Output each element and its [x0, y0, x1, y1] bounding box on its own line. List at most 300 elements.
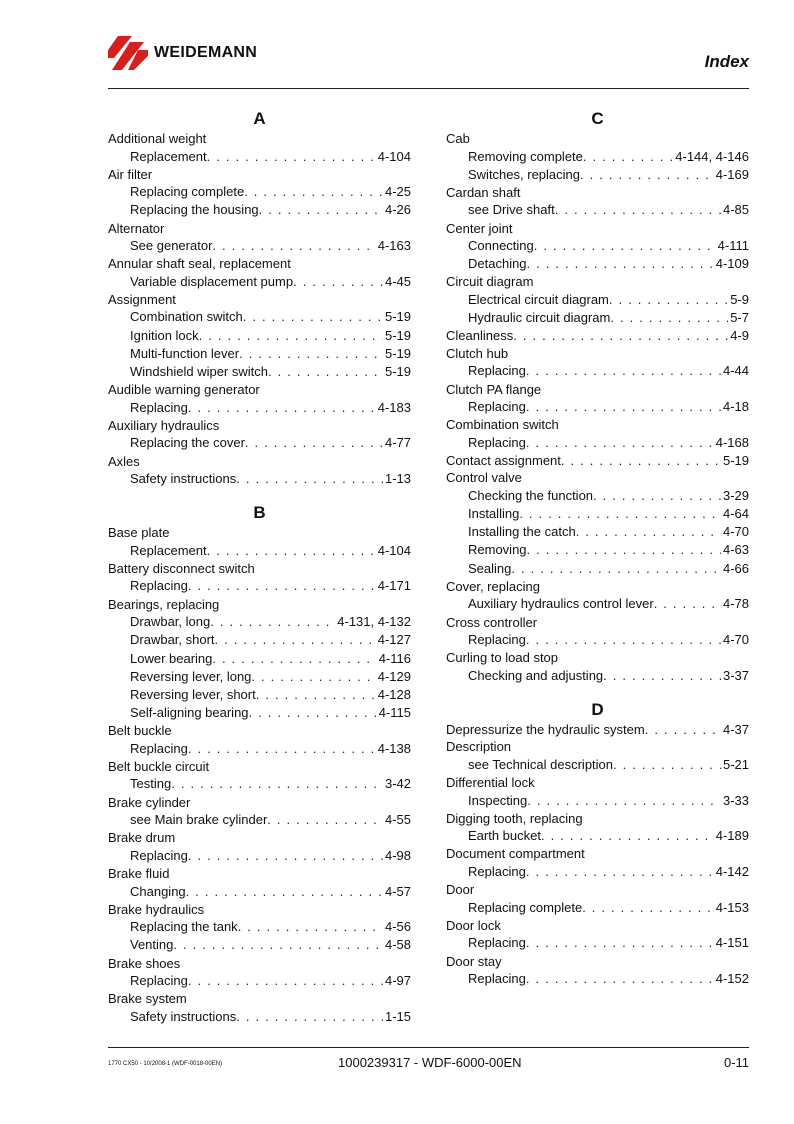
subentry-page: 4-57 [384, 883, 411, 899]
subentry-text: Replacing the cover [130, 435, 245, 451]
subentry [446, 362, 749, 380]
brand-logo [108, 36, 257, 70]
subentry [108, 740, 411, 758]
subentry [446, 934, 749, 952]
subentry-text: Lower bearing [130, 650, 213, 666]
subentry-page: 4-152 [715, 971, 749, 986]
subentry [108, 183, 411, 201]
entry-heading: Document compartment [446, 846, 585, 862]
page-number: 0-11 [723, 1055, 749, 1070]
index-entry [446, 774, 749, 810]
subentry-text: See generator [130, 238, 213, 254]
section-letter: C [591, 109, 604, 128]
entry-heading: Alternator [108, 220, 165, 236]
subentry [108, 775, 411, 793]
subentry [108, 308, 411, 326]
subentry-page: 4-63 [722, 542, 749, 558]
index-entry [108, 255, 411, 291]
subentry [446, 595, 749, 613]
subentry-text: Reversing lever, long [130, 668, 252, 684]
subentry-text: Replacing [468, 399, 526, 414]
entry-heading: Brake fluid [108, 866, 170, 881]
subentry-text: see Drive shaft [468, 202, 555, 218]
footer-doc-code: 1770 CX50 - 10/2008-1 (WDF-0018-00EN) [108, 1061, 223, 1067]
subentry-page: 4-138 [377, 740, 411, 756]
dot-leader [199, 327, 383, 345]
subentry [446, 756, 749, 774]
subentry-page: 3-42 [384, 776, 411, 792]
subentry-text: Checking and adjusting [468, 667, 604, 683]
subentry [446, 560, 749, 578]
index-entry [108, 596, 411, 723]
index-entry [108, 220, 411, 256]
subentry-page: 4-131, 4-132 [337, 614, 411, 630]
subentry-text: Removing [468, 542, 527, 558]
subentry [446, 148, 749, 166]
entry-heading: Brake hydraulics [108, 901, 205, 917]
entry-heading: Clutch hub [446, 345, 509, 361]
subentry-page: 4-66 [722, 560, 749, 576]
subentry-page: 4-25 [384, 184, 411, 200]
subentry-text: Replacement [130, 148, 207, 164]
entry-heading: Belt buckle circuit [108, 758, 210, 774]
dot-leader [171, 775, 383, 793]
index-entry [108, 901, 411, 955]
subentry [108, 936, 411, 954]
entry-heading: Brake drum [108, 830, 176, 846]
subentry-page: 4-111 [717, 238, 749, 254]
subentry [108, 327, 411, 345]
subentry-page: 4-77 [384, 435, 411, 451]
dot-leader [603, 667, 721, 685]
entry-heading-text: Cleanliness [446, 328, 514, 344]
subentry [446, 523, 749, 541]
index-entry [108, 166, 411, 220]
footer-divider [108, 1047, 749, 1048]
subentry-text: Replacing complete [130, 184, 245, 200]
index-entry [446, 273, 749, 327]
subentry [446, 201, 749, 219]
index-entry [446, 184, 749, 220]
subentry-text: Variable displacement pump [130, 273, 294, 289]
entry-heading: Additional weight [108, 131, 207, 146]
subentry [108, 470, 411, 488]
dot-leader [534, 237, 716, 255]
subentry-page: 4-85 [722, 202, 749, 218]
entry-heading: Door stay [446, 953, 502, 969]
entry-heading: Description [446, 739, 512, 755]
subentry-page: 3-37 [722, 667, 749, 683]
subentry-page: 4-116 [378, 650, 411, 666]
dot-leader [188, 740, 376, 758]
index-entry [108, 417, 411, 453]
index-entry [446, 469, 749, 577]
subentry-text: Replacement [130, 542, 207, 558]
index-entry [446, 845, 749, 881]
dot-leader [583, 148, 673, 166]
index-entry [108, 130, 411, 166]
subentry-page: 4-26 [384, 202, 411, 218]
entry-heading: Curling to load stop [446, 650, 559, 666]
subentry-page: 4-144, 4-146 [675, 148, 749, 164]
subentry-text: Auxiliary hydraulics control lever [468, 596, 654, 612]
entry-heading: Annular shaft seal, replacement [108, 256, 291, 272]
index-entry [446, 881, 749, 917]
subentry [108, 883, 411, 901]
entry-heading: Brake system [108, 991, 187, 1007]
subentry [108, 613, 411, 631]
dot-leader [188, 577, 376, 595]
index-entry [446, 721, 749, 739]
subentry-text: Replacing [468, 363, 526, 379]
entry-heading: Base plate [108, 525, 170, 541]
dot-leader [236, 470, 383, 488]
section-spacer [446, 685, 749, 699]
dot-leader [207, 148, 376, 166]
entry-heading: Door lock [446, 917, 501, 933]
subentry-text: Windshield wiper switch [130, 364, 268, 379]
entry-heading: Auxiliary hydraulics [108, 417, 220, 433]
subentry-text: Drawbar, long [130, 614, 211, 630]
subentry-page: 4-142 [715, 863, 749, 879]
subentry-text: Replacing [468, 971, 526, 986]
subentry-text: Replacing [468, 935, 526, 951]
subentry [108, 148, 411, 166]
subentry-page: 3-29 [722, 487, 749, 503]
index-entry [108, 758, 411, 794]
subentry [446, 505, 749, 523]
subentry [108, 273, 411, 291]
index-entry [446, 810, 749, 846]
subentry-page: 4-189 [715, 828, 749, 844]
index-entry [446, 220, 749, 274]
subentry-page: 4-127 [377, 632, 411, 648]
index-entry [446, 578, 749, 614]
subentry-text: Installing [468, 506, 520, 522]
entry-heading: Cardan shaft [446, 184, 521, 200]
dot-leader [188, 972, 383, 990]
subentry [108, 577, 411, 595]
dot-leader [236, 1008, 383, 1026]
entry-heading [446, 452, 749, 470]
subentry-text: Detaching [468, 256, 527, 272]
dot-leader [576, 523, 721, 541]
subentry-text: Combination switch [130, 309, 243, 325]
index-entry [446, 130, 749, 184]
subentry [108, 201, 411, 219]
entry-heading: Circuit diagram [446, 274, 534, 290]
subentry-page: 4-56 [384, 919, 411, 935]
subentry [108, 650, 411, 668]
index-entry [108, 291, 411, 381]
dot-leader [188, 399, 376, 417]
dot-leader [268, 363, 383, 381]
dot-leader [251, 668, 375, 686]
subentry-page: 4-153 [715, 899, 749, 915]
index-column-right [446, 108, 749, 988]
subentry-page: 4-169 [715, 166, 749, 182]
subentry-text: Ignition lock [130, 327, 199, 343]
index-entry [446, 614, 749, 650]
subentry [446, 827, 749, 845]
index-entry [446, 452, 749, 470]
section-spacer [108, 488, 411, 502]
subentry-page: 5-19 [384, 364, 411, 379]
subentry [446, 166, 749, 184]
entry-heading-text: Depressurize the hydraulic system [446, 721, 645, 737]
subentry-text: Switches, replacing [468, 166, 580, 182]
dot-leader [173, 936, 383, 954]
index-entry [108, 381, 411, 417]
subentry-text: Replacing [468, 863, 526, 879]
dot-leader [527, 792, 721, 810]
subentry [108, 399, 411, 417]
dot-leader [613, 756, 721, 774]
subentry-text: Earth bucket [468, 828, 541, 844]
subentry-page: 4-58 [384, 937, 411, 953]
dot-leader [526, 362, 721, 380]
entry-heading: Bearings, replacing [108, 596, 220, 612]
subentry-text: Replacing complete [468, 899, 583, 915]
subentry-text: see Technical description [468, 756, 614, 772]
subentry-page: 4-18 [722, 399, 749, 414]
subentry [446, 487, 749, 505]
subentry-text: Electrical circuit diagram [468, 291, 609, 307]
subentry-text: Multi-function lever [130, 345, 240, 361]
dot-leader [526, 398, 721, 416]
section-letter: A [253, 109, 266, 128]
weidemann-logo-icon [108, 36, 148, 70]
index-entry [108, 865, 411, 901]
entry-heading: Brake cylinder [108, 794, 191, 810]
subentry [446, 291, 749, 309]
subentry-text: Replacing the housing [130, 202, 259, 218]
dot-leader [526, 631, 721, 649]
subentry-page: 5-21 [722, 756, 749, 772]
subentry-text: Replacing [130, 847, 188, 863]
index-entry [446, 381, 749, 417]
subentry-text: see Main brake cylinder [130, 812, 268, 828]
dot-leader [582, 899, 714, 917]
entry-heading: Battery disconnect switch [108, 560, 255, 576]
dot-leader [267, 811, 383, 829]
subentry-text: Replacing [468, 434, 526, 450]
index-entry [446, 953, 749, 989]
footer-doc-number: 1000239317 - WDF-6000-00EN [338, 1055, 522, 1070]
subentry [446, 899, 749, 917]
subentry [446, 863, 749, 881]
index-entry [108, 524, 411, 560]
dot-leader [245, 434, 383, 452]
subentry-text: Replacing [130, 399, 188, 415]
index-entry [108, 955, 411, 991]
dot-leader [239, 345, 383, 363]
subentry [446, 667, 749, 685]
entry-heading [446, 327, 749, 345]
subentry-text: Removing complete [468, 148, 583, 164]
subentry-text: Drawbar, short [130, 632, 215, 648]
subentry-page: 4-64 [722, 506, 749, 522]
subentry-text: Installing the catch [468, 524, 576, 540]
subentry-page: 4-104 [377, 148, 411, 164]
section-letter: D [591, 699, 604, 719]
dot-leader [212, 237, 375, 255]
index-entry [446, 416, 749, 452]
page-title: Index [704, 52, 749, 71]
subentry [108, 1008, 411, 1026]
index-entry [446, 649, 749, 685]
dot-leader [609, 291, 728, 309]
dot-leader [207, 542, 376, 560]
entry-heading: Belt buckle [108, 723, 172, 739]
index-entry [108, 794, 411, 830]
dot-leader [259, 201, 383, 219]
dot-leader [210, 613, 335, 631]
dot-leader [527, 255, 714, 273]
entry-heading: Control valve [446, 470, 522, 486]
subentry [108, 972, 411, 990]
entry-heading: Center joint [446, 220, 513, 236]
subentry [108, 631, 411, 649]
subentry-page: 5-19 [384, 327, 411, 343]
subentry-text: Replacing [468, 632, 526, 647]
subentry-page: 4-128 [377, 686, 411, 702]
subentry-page: 4-183 [377, 399, 411, 415]
subentry-page: 5-7 [730, 310, 749, 326]
index-entry [446, 327, 749, 345]
subentry-text: Replacing [130, 973, 188, 989]
page-header [108, 36, 749, 90]
subentry-page: 1-15 [384, 1008, 411, 1024]
section-letter: B [253, 503, 266, 523]
subentry-page: 5-19 [384, 345, 411, 361]
subentry-page: 4-115 [378, 705, 411, 721]
index-entry [108, 560, 411, 596]
dot-leader [186, 883, 383, 901]
subentry-page: 1-13 [384, 471, 411, 487]
entry-heading: Assignment [108, 291, 176, 307]
index-entry [108, 829, 411, 865]
subentry-page: 4-78 [722, 596, 749, 612]
index-column-left [108, 108, 411, 1026]
dot-leader [593, 487, 721, 505]
subentry [108, 668, 411, 686]
subentry [446, 541, 749, 559]
subentry-text: Safety instructions [130, 1008, 237, 1024]
dot-leader [526, 863, 714, 881]
entry-page: 4-9 [730, 328, 749, 344]
subentry-text: Inspecting [468, 792, 528, 808]
dot-leader [654, 595, 721, 613]
subentry-page: 5-19 [384, 309, 411, 325]
subentry [446, 398, 749, 416]
dot-leader [527, 541, 721, 559]
dot-leader [526, 970, 714, 988]
dot-leader [519, 505, 721, 523]
subentry-text: Replacing [130, 578, 188, 594]
subentry-text: Self-aligning bearing [130, 705, 249, 721]
subentry-page: 4-44 [722, 363, 749, 379]
index-entry [108, 722, 411, 758]
entry-heading: Air filter [108, 166, 153, 182]
entry-heading: Door [446, 882, 475, 898]
entry-heading: Clutch PA flange [446, 381, 542, 397]
subentry-page: 4-171 [377, 578, 411, 594]
index-entry [446, 345, 749, 381]
subentry [446, 309, 749, 327]
subentry [108, 434, 411, 452]
subentry-page: 4-104 [377, 542, 411, 558]
subentry-text: Testing [130, 776, 172, 792]
entry-heading: Axles [108, 453, 140, 469]
entry-heading: Cross controller [446, 614, 538, 630]
subentry-text: Replacing [130, 740, 188, 756]
subentry [446, 631, 749, 649]
subentry-text: Reversing lever, short [130, 686, 256, 702]
dot-leader [188, 847, 383, 865]
dot-leader [243, 308, 383, 326]
subentry-text: Connecting [468, 238, 534, 254]
subentry-text: Safety instructions [130, 471, 237, 487]
dot-leader [645, 721, 721, 739]
dot-leader [541, 827, 714, 845]
dot-leader [238, 918, 383, 936]
subentry-text: Replacing the tank [130, 919, 238, 935]
subentry-page: 4-163 [377, 238, 411, 254]
entry-heading [446, 721, 749, 739]
dot-leader [580, 166, 714, 184]
subentry [446, 237, 749, 255]
subentry-page: 3-33 [722, 792, 749, 808]
subentry [108, 918, 411, 936]
index-entry [108, 453, 411, 489]
subentry-page: 5-9 [730, 291, 749, 307]
subentry [108, 811, 411, 829]
subentry [108, 686, 411, 704]
dot-leader [561, 452, 721, 470]
subentry-text: Checking the function [468, 487, 594, 503]
dot-leader [249, 704, 377, 722]
subentry [108, 363, 411, 381]
subentry-text: Venting [130, 937, 174, 953]
dot-leader [212, 650, 376, 668]
entry-heading: Audible warning generator [108, 382, 260, 398]
subentry-page: 4-70 [722, 632, 749, 647]
brand-name: WEIDEMANN [154, 44, 258, 61]
subentry-text: Changing [130, 883, 186, 899]
subentry-page: 4-151 [715, 935, 749, 951]
subentry-page: 4-168 [715, 434, 749, 450]
subentry [446, 792, 749, 810]
subentry-page: 4-129 [377, 668, 411, 684]
subentry [446, 970, 749, 988]
entry-heading: Cab [446, 131, 470, 146]
index-entry [108, 990, 411, 1026]
dot-leader [513, 327, 728, 345]
subentry [108, 704, 411, 722]
subentry-page: 4-98 [384, 847, 411, 863]
dot-leader [293, 273, 383, 291]
entry-heading: Brake shoes [108, 955, 181, 971]
entry-heading: Digging tooth, replacing [446, 810, 583, 826]
subentry-text: Sealing [468, 560, 512, 576]
entry-page: 5-19 [722, 452, 749, 468]
dot-leader [244, 183, 383, 201]
entry-heading: Cover, replacing [446, 578, 540, 594]
entry-heading: Differential lock [446, 775, 535, 791]
subentry [108, 237, 411, 255]
subentry-page: 4-109 [715, 256, 749, 272]
